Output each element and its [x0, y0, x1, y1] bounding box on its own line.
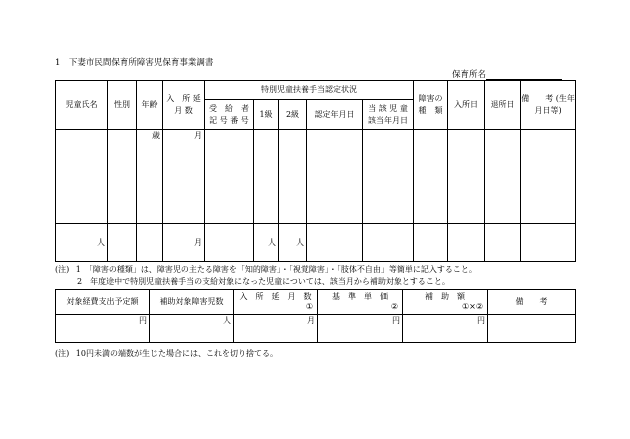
cell-remarks[interactable]	[521, 130, 576, 224]
note-2-text: 2 年度途中で特別児童扶養手当の支給対象になった児童については、該当月から補助対象とすること。	[77, 277, 450, 286]
facility-name-blank[interactable]	[486, 70, 562, 80]
col-target-date: 当 該 児 童 該当年月日	[363, 100, 414, 130]
col-unit-price: 基 準 単 価 ②	[318, 290, 403, 315]
cell-grade2[interactable]	[279, 130, 307, 224]
table-row	[56, 315, 576, 343]
col-months: 入 所 延 月 数 ①	[234, 290, 318, 315]
col-recipient-number: 受 給 者 記 号 番 号	[205, 100, 254, 130]
col-disability-type: 障害の 種 類	[414, 81, 448, 130]
total-grade1: 人	[254, 224, 279, 262]
val-children[interactable]: 人	[150, 315, 234, 343]
col-leave-date: 退所日	[485, 81, 521, 130]
col-grade-2: 2級	[279, 100, 307, 130]
col-grade-1: 1級	[254, 100, 279, 130]
document-title: 1 下妻市民間保育所障害児保育事業調書	[55, 58, 214, 68]
total-empty	[521, 224, 576, 262]
note-1	[55, 264, 477, 275]
note-label: (注)	[55, 349, 70, 358]
col-certification-date: 認定年月日	[307, 100, 363, 130]
col-age: 年齢	[137, 81, 163, 130]
note-label: (注)	[55, 265, 70, 274]
col-remarks: 備 考 (生年月日等)	[521, 81, 576, 130]
total-empty	[485, 224, 521, 262]
cell-months[interactable]: 月	[163, 130, 205, 224]
cell-cert-date[interactable]	[307, 130, 363, 224]
col-children: 補助対象障害児数	[150, 290, 234, 315]
note-3	[55, 348, 278, 359]
facility-name-label: 保育所名	[452, 70, 487, 80]
total-empty	[448, 224, 485, 262]
val-months[interactable]: 月	[234, 315, 318, 343]
val-subsidy[interactable]: 円	[403, 315, 488, 343]
col-subsidy: 補 助 額 ①×②	[403, 290, 488, 315]
cell-target-date[interactable]	[363, 130, 414, 224]
cell-grade1[interactable]	[254, 130, 279, 224]
col-expense: 対象経費支出予定額	[56, 290, 150, 315]
col-sex: 性別	[108, 81, 137, 130]
total-children: 人	[56, 224, 108, 262]
val-remarks[interactable]	[488, 315, 576, 343]
col-total-months: 入 所 延 月 数	[163, 81, 205, 130]
cell-leave[interactable]	[485, 130, 521, 224]
total-empty	[137, 224, 163, 262]
cell-age[interactable]: 歳	[137, 130, 163, 224]
cell-admit[interactable]	[448, 130, 485, 224]
total-row	[56, 224, 576, 262]
survey-table	[55, 80, 576, 262]
val-unit[interactable]: 円	[318, 315, 403, 343]
total-empty	[307, 224, 363, 262]
total-empty	[363, 224, 414, 262]
cell-name[interactable]	[56, 130, 108, 224]
note-3-text: 10円未満の端数が生じた場合には、これを切り捨てる。	[75, 349, 278, 358]
subsidy-table	[55, 289, 576, 343]
note-1-text: 1 「障害の種類」は、障害児の主たる障害を「知的障害」・「視覚障害」・「肢体不自由」等簡単に記入すること。	[75, 265, 477, 274]
cell-disability[interactable]	[414, 130, 448, 224]
total-empty	[108, 224, 137, 262]
val-expense[interactable]: 円	[56, 315, 150, 343]
cell-recipient[interactable]	[205, 130, 254, 224]
cell-sex[interactable]	[108, 130, 137, 224]
total-empty	[414, 224, 448, 262]
total-months: 月	[163, 224, 205, 262]
total-grade2: 人	[279, 224, 307, 262]
facility-name-field[interactable]	[452, 68, 562, 80]
col-remarks2: 備 考	[488, 290, 576, 315]
table-row	[56, 130, 576, 224]
total-empty	[205, 224, 254, 262]
col-admission-date: 入所日	[448, 81, 485, 130]
col-child-name: 児童氏名	[56, 81, 108, 130]
col-allowance-status: 特別児童扶養手当認定状況	[205, 81, 414, 100]
